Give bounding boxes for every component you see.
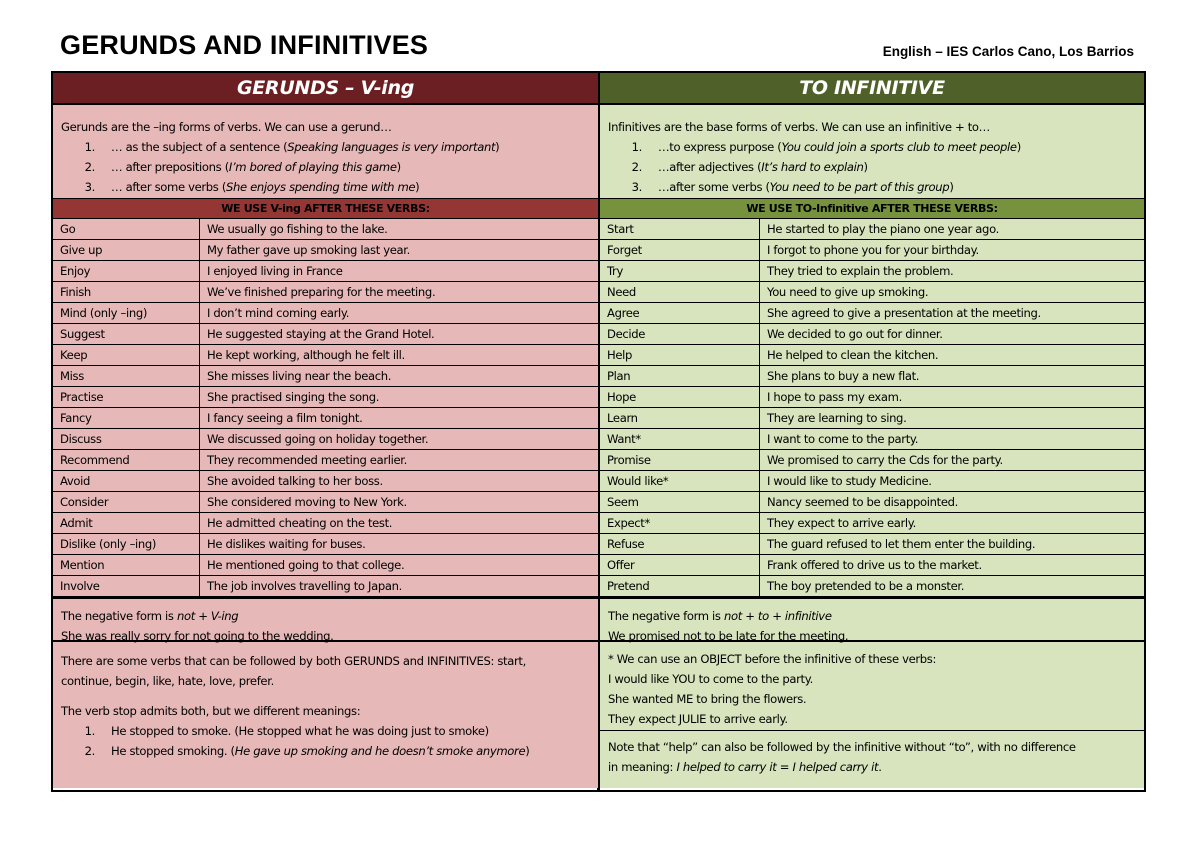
verb-cell: Seem: [600, 492, 760, 512]
verb-cell: Help: [600, 345, 760, 365]
use-text: … as the subject of a sentence (: [111, 140, 288, 154]
table-row: [53, 534, 598, 555]
gerunds-verb-table: [53, 219, 598, 597]
table-row: [53, 261, 598, 282]
verb-cell: Pretend: [600, 576, 760, 596]
list-number: 1.: [631, 140, 642, 154]
example-cell: She agreed to give a presentation at the meeting.: [760, 303, 1144, 323]
negative-form: not + to + infinitive: [723, 609, 832, 623]
verb-cell: Try: [600, 261, 760, 281]
infinitive-column: [600, 71, 1144, 788]
table-row: [600, 303, 1144, 324]
object-line: * We can use an OBJECT before the infinitive of these verbs:: [608, 652, 937, 666]
use-example: You could join a sports club to meet people: [781, 140, 1017, 154]
table-row: [53, 576, 598, 597]
example-cell: The boy pretended to be a monster.: [760, 576, 1144, 596]
table-row: [53, 303, 598, 324]
example-cell: The job involves travelling to Japan.: [200, 576, 598, 596]
use-example: I’m bored of playing this game: [228, 160, 397, 174]
example-cell: You need to give up smoking.: [760, 282, 1144, 302]
example-cell: They expect to arrive early.: [760, 513, 1144, 533]
list-number: 1.: [84, 724, 95, 738]
list-item: [61, 721, 598, 741]
negative-form-line: [61, 606, 598, 626]
help-note-example: I helped to carry it = I helped carry it: [676, 760, 879, 774]
table-row: [600, 387, 1144, 408]
negative-example: She was really sorry for not going to the wedding.: [61, 629, 334, 643]
both-line-2: continue, begin, like, hate, love, prefer.: [61, 674, 274, 688]
example-cell: I enjoyed living in France: [200, 261, 598, 281]
example-cell: He helped to clean the kitchen.: [760, 345, 1144, 365]
use-close: ): [949, 180, 954, 194]
use-example: Speaking languages is very important: [287, 140, 496, 154]
table-row: [600, 471, 1144, 492]
list-item: [61, 177, 598, 197]
negative-form: not + V-ing: [176, 609, 239, 623]
verb-cell: Start: [600, 219, 760, 239]
table-row: [600, 513, 1144, 534]
table-row: [600, 534, 1144, 555]
gerunds-intro-text: Gerunds are the –ing forms of verbs. We can use a gerund…: [61, 120, 392, 134]
example-cell: I hope to pass my exam.: [760, 387, 1144, 407]
use-text: …to express purpose (: [658, 140, 782, 154]
table-row: [600, 576, 1144, 597]
table-row: [53, 408, 598, 429]
gerunds-negative: [53, 597, 598, 642]
verb-cell: Go: [53, 219, 200, 239]
example-cell: She avoided talking to her boss.: [200, 471, 598, 491]
use-close: ): [495, 140, 500, 154]
table-row: [600, 219, 1144, 240]
verb-cell: Forget: [600, 240, 760, 260]
list-item: [61, 157, 598, 177]
negative-prefix: The negative form is: [61, 609, 177, 623]
negative-prefix: The negative form is: [608, 609, 724, 623]
use-close: ): [396, 160, 401, 174]
table-row: [600, 282, 1144, 303]
verb-cell: Admit: [53, 513, 200, 533]
example-cell: She plans to buy a new flat.: [760, 366, 1144, 386]
list-number: 1.: [84, 140, 95, 154]
list-number: 2.: [84, 160, 95, 174]
example-cell: Frank offered to drive us to the market.: [760, 555, 1144, 575]
negative-form-line: [608, 606, 1144, 626]
object-line: She wanted ME to bring the flowers.: [608, 692, 807, 706]
list-item: [608, 177, 1144, 197]
use-close: ): [1016, 140, 1021, 154]
example-cell: We decided to go out for dinner.: [760, 324, 1144, 344]
table-row: [53, 555, 598, 576]
verb-cell: Refuse: [600, 534, 760, 554]
example-cell: I would like to study Medicine.: [760, 471, 1144, 491]
table-row: [600, 450, 1144, 471]
table-row: [600, 240, 1144, 261]
help-note: [600, 731, 1144, 788]
verb-cell: Mind (only –ing): [53, 303, 200, 323]
stop-example: He stopped smoking. (: [111, 744, 235, 758]
verb-cell: Agree: [600, 303, 760, 323]
table-row: [53, 240, 598, 261]
example-cell: I forgot to phone you for your birthday.: [760, 240, 1144, 260]
both-forms-note: [53, 642, 598, 788]
verb-cell: Discuss: [53, 429, 200, 449]
gerunds-column: [53, 71, 598, 788]
verb-cell: Finish: [53, 282, 200, 302]
list-item: [61, 137, 598, 157]
example-cell: He suggested staying at the Grand Hotel.: [200, 324, 598, 344]
example-cell: He kept working, although he felt ill.: [200, 345, 598, 365]
both-line-1: There are some verbs that can be followed by both GERUNDS and INFINITIVES: start,: [61, 654, 526, 668]
example-cell: They recommended meeting earlier.: [200, 450, 598, 470]
example-cell: My father gave up smoking last year.: [200, 240, 598, 260]
infinitive-verb-table: [600, 219, 1144, 597]
stop-intro: The verb stop admits both, but we different meanings:: [61, 704, 361, 718]
example-cell: She considered moving to New York.: [200, 492, 598, 512]
help-note-line-1: Note that “help” can also be followed by the infinitive without “to”, with no difference: [608, 740, 1076, 754]
example-cell: We’ve finished preparing for the meeting.: [200, 282, 598, 302]
table-row: [600, 555, 1144, 576]
object-line: I would like YOU to come to the party.: [608, 672, 813, 686]
verb-cell: Miss: [53, 366, 200, 386]
example-cell: I fancy seeing a film tonight.: [200, 408, 598, 428]
help-note-line-2: [608, 757, 1144, 777]
example-cell: She misses living near the beach.: [200, 366, 598, 386]
table-row: [600, 366, 1144, 387]
school-label: English – IES Carlos Cano, Los Barrios: [882, 44, 1134, 59]
table-row: [600, 492, 1144, 513]
table-row: [53, 345, 598, 366]
verb-cell: Consider: [53, 492, 200, 512]
verb-cell: Would like*: [600, 471, 760, 491]
use-text: … after some verbs (: [111, 180, 227, 194]
gerunds-subheading: WE USE V-ing AFTER THESE VERBS:: [53, 199, 598, 219]
help-note-prefix: in meaning:: [608, 760, 677, 774]
table-row: [53, 282, 598, 303]
verb-cell: Avoid: [53, 471, 200, 491]
verb-cell: Keep: [53, 345, 200, 365]
table-row: [53, 219, 598, 240]
list-number: 2.: [84, 744, 95, 758]
table-row: [53, 387, 598, 408]
example-cell: He mentioned going to that college.: [200, 555, 598, 575]
use-example: It’s hard to explain: [761, 160, 864, 174]
list-item: [61, 741, 598, 761]
list-number: 3.: [631, 180, 642, 194]
verb-cell: Practise: [53, 387, 200, 407]
verb-cell: Involve: [53, 576, 200, 596]
list-number: 2.: [631, 160, 642, 174]
verb-cell: Fancy: [53, 408, 200, 428]
table-row: [600, 408, 1144, 429]
list-item: [608, 137, 1144, 157]
verb-cell: Hope: [600, 387, 760, 407]
example-cell: He dislikes waiting for buses.: [200, 534, 598, 554]
verb-cell: Dislike (only –ing): [53, 534, 200, 554]
gerunds-heading: GERUNDS – V-ing: [53, 71, 598, 105]
verb-cell: Need: [600, 282, 760, 302]
table-row: [53, 471, 598, 492]
use-example: You need to be part of this group: [769, 180, 950, 194]
table-row: [53, 324, 598, 345]
example-cell: He started to play the piano one year ago.: [760, 219, 1144, 239]
use-text: … after prepositions (: [111, 160, 229, 174]
stop-example-close: ): [525, 744, 530, 758]
verb-cell: Plan: [600, 366, 760, 386]
verb-cell: Promise: [600, 450, 760, 470]
gerunds-intro: [53, 105, 598, 199]
table-row: [53, 429, 598, 450]
example-cell: They tried to explain the problem.: [760, 261, 1144, 281]
gerunds-uses-list: [61, 137, 598, 197]
example-cell: They are learning to sing.: [760, 408, 1144, 428]
example-cell: We promised to carry the Cds for the party.: [760, 450, 1144, 470]
object-note: [600, 642, 1144, 731]
example-cell: He admitted cheating on the test.: [200, 513, 598, 533]
example-cell: Nancy seemed to be disappointed.: [760, 492, 1144, 512]
infinitive-heading: TO INFINITIVE: [600, 71, 1144, 105]
use-example: She enjoys spending time with me: [226, 180, 416, 194]
example-cell: We usually go fishing to the lake.: [200, 219, 598, 239]
example-cell: The guard refused to let them enter the building.: [760, 534, 1144, 554]
table-row: [53, 450, 598, 471]
list-item: [608, 157, 1144, 177]
help-note-end: .: [878, 760, 882, 774]
use-text: …after some verbs (: [658, 180, 770, 194]
use-close: ): [863, 160, 868, 174]
table-row: [600, 345, 1144, 366]
stop-example: He stopped to smoke. (He stopped what he was doing just to smoke): [111, 724, 489, 738]
use-close: ): [415, 180, 420, 194]
verb-cell: Mention: [53, 555, 200, 575]
infinitive-subheading: WE USE TO-Infinitive AFTER THESE VERBS:: [600, 199, 1144, 219]
infinitive-uses-list: [608, 137, 1144, 197]
verb-cell: Decide: [600, 324, 760, 344]
table-row: [53, 513, 598, 534]
infinitive-intro: [600, 105, 1144, 199]
table-row: [53, 366, 598, 387]
table-row: [600, 429, 1144, 450]
list-number: 3.: [84, 180, 95, 194]
infinitive-intro-text: Infinitives are the base forms of verbs. We can use an infinitive + to…: [608, 120, 990, 134]
verb-cell: Enjoy: [53, 261, 200, 281]
use-text: …after adjectives (: [658, 160, 762, 174]
example-cell: We discussed going on holiday together.: [200, 429, 598, 449]
object-line: They expect JULIE to arrive early.: [608, 712, 788, 726]
verb-cell: Recommend: [53, 450, 200, 470]
table-row: [600, 261, 1144, 282]
verb-cell: Want*: [600, 429, 760, 449]
negative-example: We promised not to be late for the meeting.: [608, 629, 849, 643]
verb-cell: Give up: [53, 240, 200, 260]
page-title: GERUNDS AND INFINITIVES: [60, 30, 429, 60]
example-cell: She practised singing the song.: [200, 387, 598, 407]
table-row: [53, 492, 598, 513]
stop-examples-list: [61, 721, 598, 761]
infinitive-negative: [600, 597, 1144, 642]
example-cell: I want to come to the party.: [760, 429, 1144, 449]
verb-cell: Expect*: [600, 513, 760, 533]
stop-example-italic: He gave up smoking and he doesn’t smoke anymore: [234, 744, 526, 758]
table-row: [600, 324, 1144, 345]
verb-cell: Offer: [600, 555, 760, 575]
verb-cell: Learn: [600, 408, 760, 428]
example-cell: I don’t mind coming early.: [200, 303, 598, 323]
verb-cell: Suggest: [53, 324, 200, 344]
